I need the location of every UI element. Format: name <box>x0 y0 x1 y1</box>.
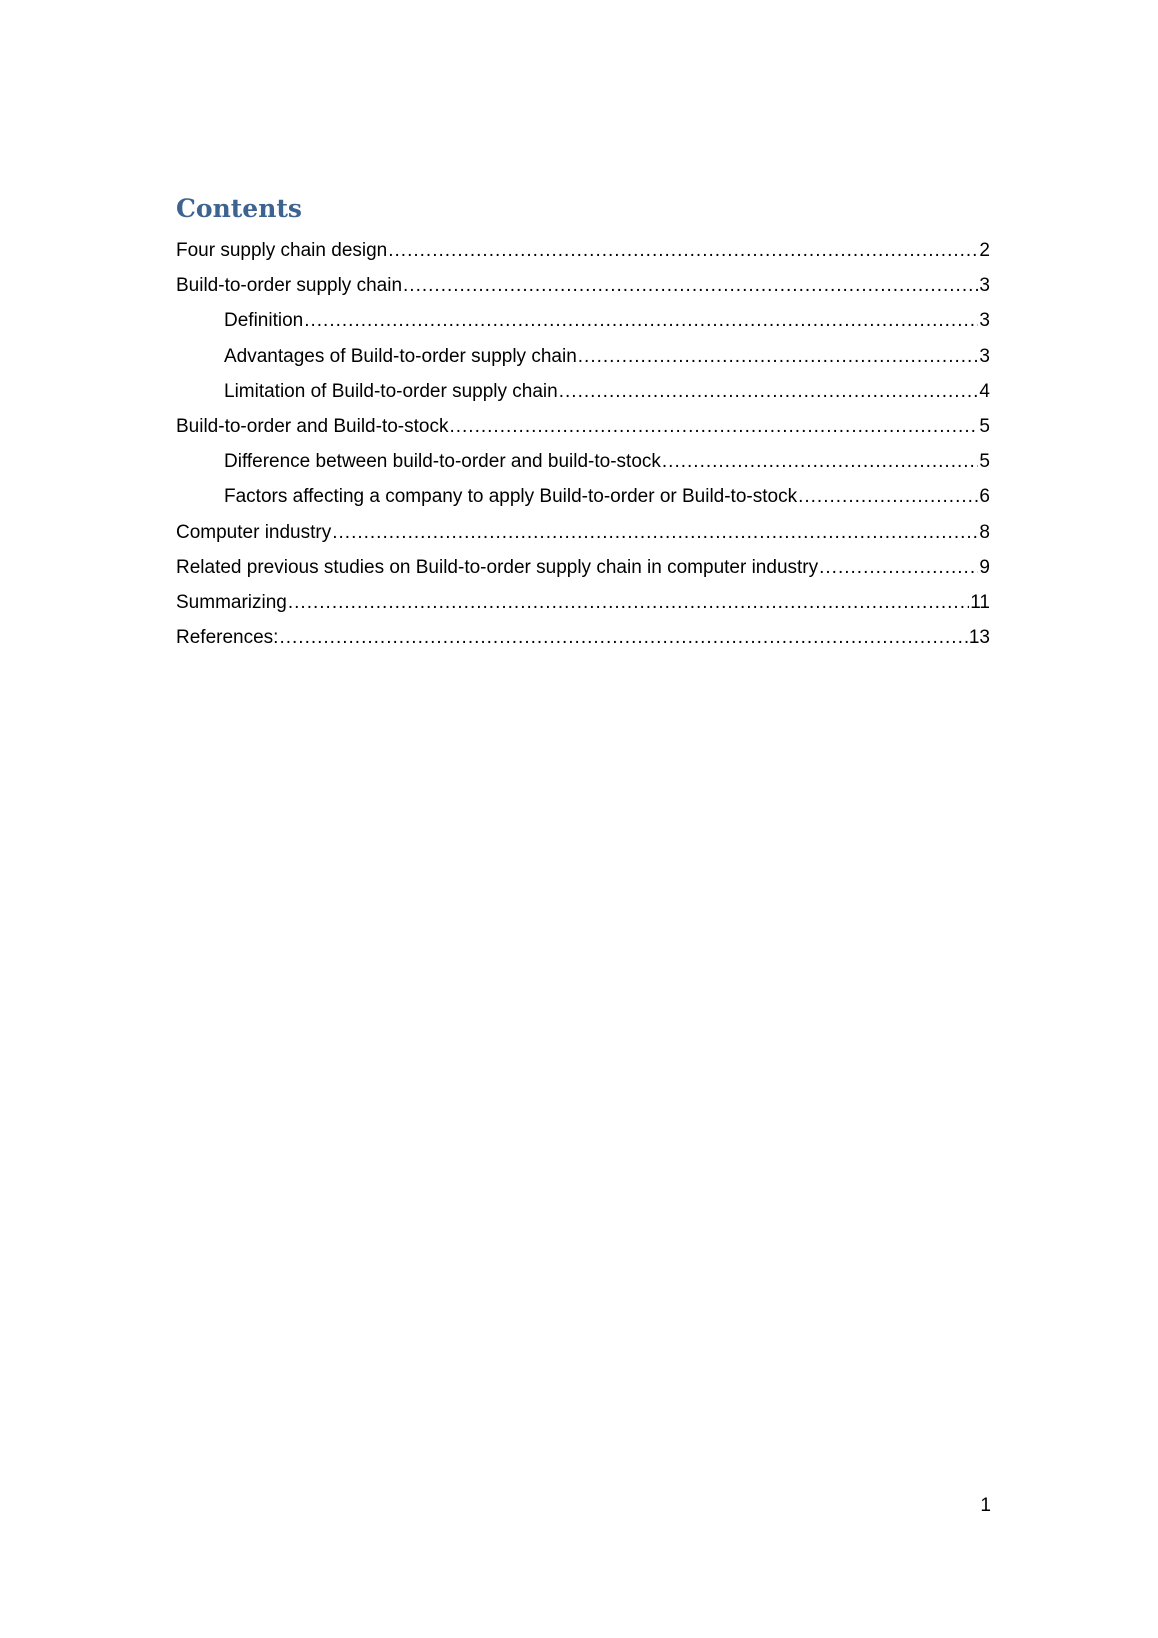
toc-entry-label: Difference between build-to-order and build-to-stock <box>224 451 661 473</box>
toc-entry-page: 6 <box>979 486 990 508</box>
toc-entry-computer-industry[interactable] <box>176 515 990 550</box>
toc-entry-bto-and-bts[interactable] <box>176 409 990 444</box>
toc-leader-dots <box>819 550 978 585</box>
toc-entry-difference[interactable] <box>176 444 990 479</box>
toc-leader-dots <box>449 409 978 444</box>
toc-leader-dots <box>559 374 979 409</box>
toc-leader-dots <box>304 303 978 338</box>
toc-leader-dots <box>279 620 967 655</box>
toc-entry-page: 3 <box>979 310 990 332</box>
toc-entry-page: 9 <box>979 556 990 578</box>
toc-entry-label: Summarizing <box>176 591 287 613</box>
toc-title: Contents <box>176 194 303 223</box>
toc-entry-limitation[interactable] <box>176 374 990 409</box>
toc-entry-page: 13 <box>968 627 990 649</box>
toc-leader-dots <box>578 339 979 374</box>
toc-entry-label: Related previous studies on Build-to-order supply chain in computer industry <box>176 556 819 578</box>
toc-leader-dots <box>403 268 978 303</box>
toc-entry-label: Four supply chain design <box>176 240 388 261</box>
toc-entry-page: 8 <box>979 521 990 543</box>
toc-entry-page: 2 <box>979 240 990 261</box>
toc-leader-dots <box>332 515 978 550</box>
toc-entry-label: References: <box>176 627 279 649</box>
toc-entry-summarizing[interactable] <box>176 585 990 620</box>
toc-entry-page: 5 <box>979 451 990 473</box>
toc-leader-dots <box>388 233 978 268</box>
toc-leader-dots <box>288 585 969 620</box>
toc-entry-advantages[interactable] <box>176 339 990 374</box>
toc-entry-definition[interactable] <box>176 303 990 338</box>
toc-entry-label: Build-to-order and Build-to-stock <box>176 415 449 437</box>
toc-entry-factors[interactable] <box>176 479 990 514</box>
toc-entry-page: 11 <box>970 591 990 613</box>
toc-leader-dots <box>662 444 979 479</box>
toc-entry-references[interactable] <box>176 620 990 655</box>
toc-entry-label: Advantages of Build-to-order supply chain <box>224 345 577 367</box>
toc-entry-label: Definition <box>224 310 304 332</box>
table-of-contents <box>176 192 990 655</box>
toc-entry-label: Limitation of Build-to-order supply chain <box>224 380 558 402</box>
page-number: 1 <box>980 1495 991 1516</box>
toc-entry-label: Factors affecting a company to apply Build-to-order or Build-to-stock <box>224 486 798 508</box>
toc-entry-four-supply-chain-design[interactable] <box>176 233 990 268</box>
toc-entry-page: 5 <box>979 415 990 437</box>
toc-entry-page: 4 <box>979 380 990 402</box>
toc-leader-dots <box>798 479 978 514</box>
toc-entry-build-to-order-supply-chain[interactable] <box>176 268 990 303</box>
toc-entry-label: Computer industry <box>176 521 332 543</box>
toc-entry-page: 3 <box>979 345 990 367</box>
toc-entry-label: Build-to-order supply chain <box>176 275 403 297</box>
toc-entry-related-studies[interactable] <box>176 550 990 585</box>
toc-entry-page: 3 <box>979 275 990 297</box>
